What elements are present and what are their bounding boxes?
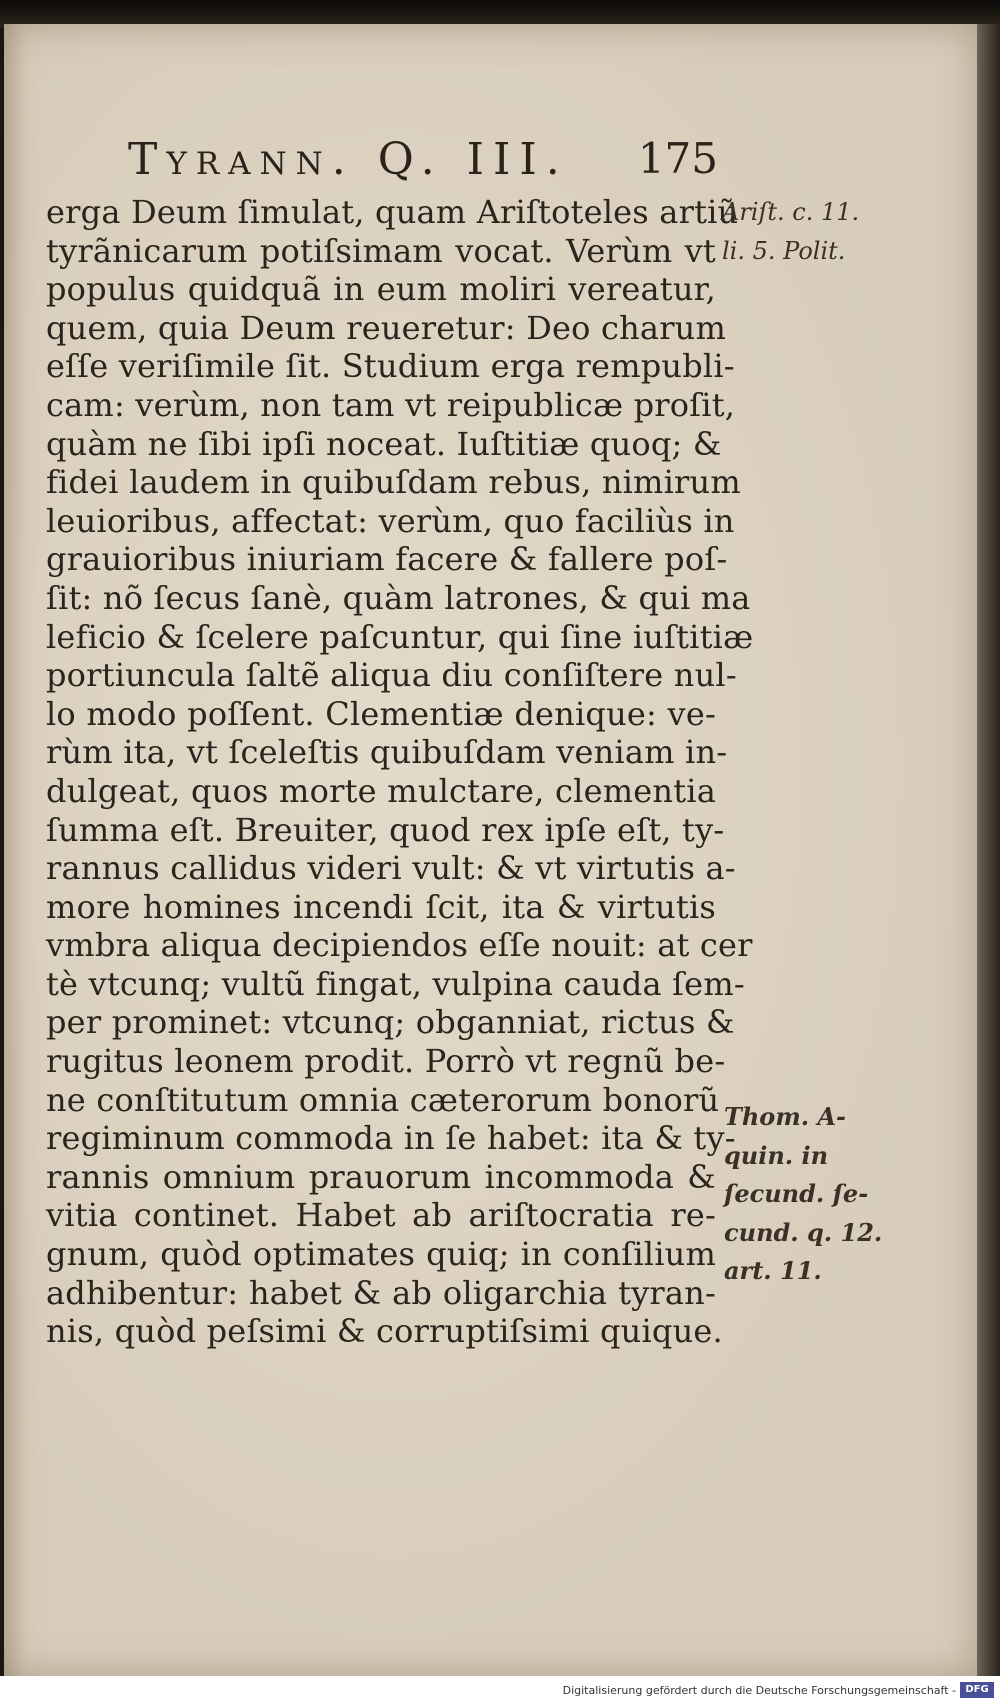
text-line: tè vtcunq; vultũ fingat, vulpina cauda ſem-: [46, 964, 745, 1003]
marginal-line: Ariſt. c. 11.: [722, 198, 860, 226]
text-line: tyrãnicarum potiſsimam vocat. Verùm vt: [46, 231, 716, 270]
page-edge-shadow: [977, 24, 1000, 1676]
text-line: grauioribus iniuriam facere & fallere poſ-: [46, 540, 728, 579]
digitization-footer: [0, 1676, 1000, 1707]
marginal-line: cund. q. 12.: [724, 1217, 883, 1247]
text-line: ſit: nõ ſecus ſanè, quàm latrones, & qui ma: [46, 578, 751, 617]
text-line: eſſe veriſimile ſit. Studium erga rempubli-: [46, 347, 735, 386]
text-line: more homines incendi ſcit, ita & virtutis: [46, 887, 716, 926]
main-text-block: [46, 193, 754, 1351]
text-line: leuioribus, affectat: verùm, quo faciliùs in: [46, 501, 735, 540]
text-line: fidei laudem in quibuſdam rebus, nimirum: [46, 463, 741, 502]
page-header: [128, 134, 718, 190]
text-line: quàm ne ſibi ipſi noceat. Iuſtitiæ quoq; &: [46, 424, 722, 463]
marginal-note-thomas: [724, 1098, 882, 1291]
marginal-line: Thom. A-: [724, 1102, 847, 1131]
text-line: ne conſtitutum omnia cæterorum bonorũ: [46, 1080, 720, 1119]
text-line: populus quidquã in eum moliri vereatur,: [46, 270, 716, 309]
text-line: vitia continet. Habet ab ariſtocratia re-: [46, 1196, 716, 1235]
text-line: erga Deum ſimulat, quam Ariſtoteles artiũ: [46, 193, 739, 231]
text-line: regiminum commoda in ſe habet: ita & ty-: [46, 1119, 736, 1158]
text-line: dulgeat, quos morte mulctare, clementia: [46, 771, 716, 810]
text-line: cam: verùm, non tam vt reipublicæ proſit,: [46, 385, 736, 424]
marginal-line: art. 11.: [724, 1256, 822, 1286]
text-line: rùm ita, vt ſceleſtis quibuſdam veniam in-: [46, 733, 728, 772]
text-line: leficio & ſcelere paſcuntur, qui ſine iuſtitiæ: [46, 617, 754, 656]
text-line: lo modo poſſent. Clementiæ denique: ve-: [46, 694, 716, 733]
text-line: adhibentur: habet & ab oligarchia tyran-: [46, 1273, 716, 1312]
dfg-logo: DFG: [960, 1682, 994, 1698]
text-line: quem, quia Deum reueretur: Deo charum: [46, 308, 727, 347]
page-number: 175: [637, 134, 718, 183]
text-line: vmbra aliqua decipiendos eſſe nouit: at cer: [46, 926, 753, 965]
text-line: nis, quòd peſsimi & corruptiſsimi quique.: [46, 1312, 723, 1351]
marginal-line: li. 5. Polit.: [722, 236, 846, 265]
running-title: Tyrann. Q. III.: [128, 134, 569, 185]
text-line: portiuncula ſaltẽ aliqua diu conſiſtere nul-: [46, 656, 737, 695]
marginal-line: quin. in: [724, 1140, 829, 1170]
marginal-note-aristotle: [722, 193, 859, 270]
text-line: ſumma eſt. Breuiter, quod rex ipſe eſt, ty-: [46, 810, 725, 849]
text-line: rannis omnium prauorum incommoda &: [46, 1157, 716, 1196]
text-line: rugitus leonem prodit. Porrò vt regnũ be-: [46, 1042, 726, 1081]
marginal-line: ſecund. ſe-: [724, 1179, 869, 1209]
text-line: per prominet: vtcunq; obganniat, rictus &: [46, 1003, 735, 1042]
funding-credit: Digitalisierung gefördert durch die Deutsche Forschungsgemeinschaft -: [562, 1684, 956, 1697]
text-line: rannus callidus videri vult: & vt virtutis a-: [46, 849, 736, 888]
text-line: gnum, quòd optimates quiq; in conſilium: [46, 1235, 716, 1274]
